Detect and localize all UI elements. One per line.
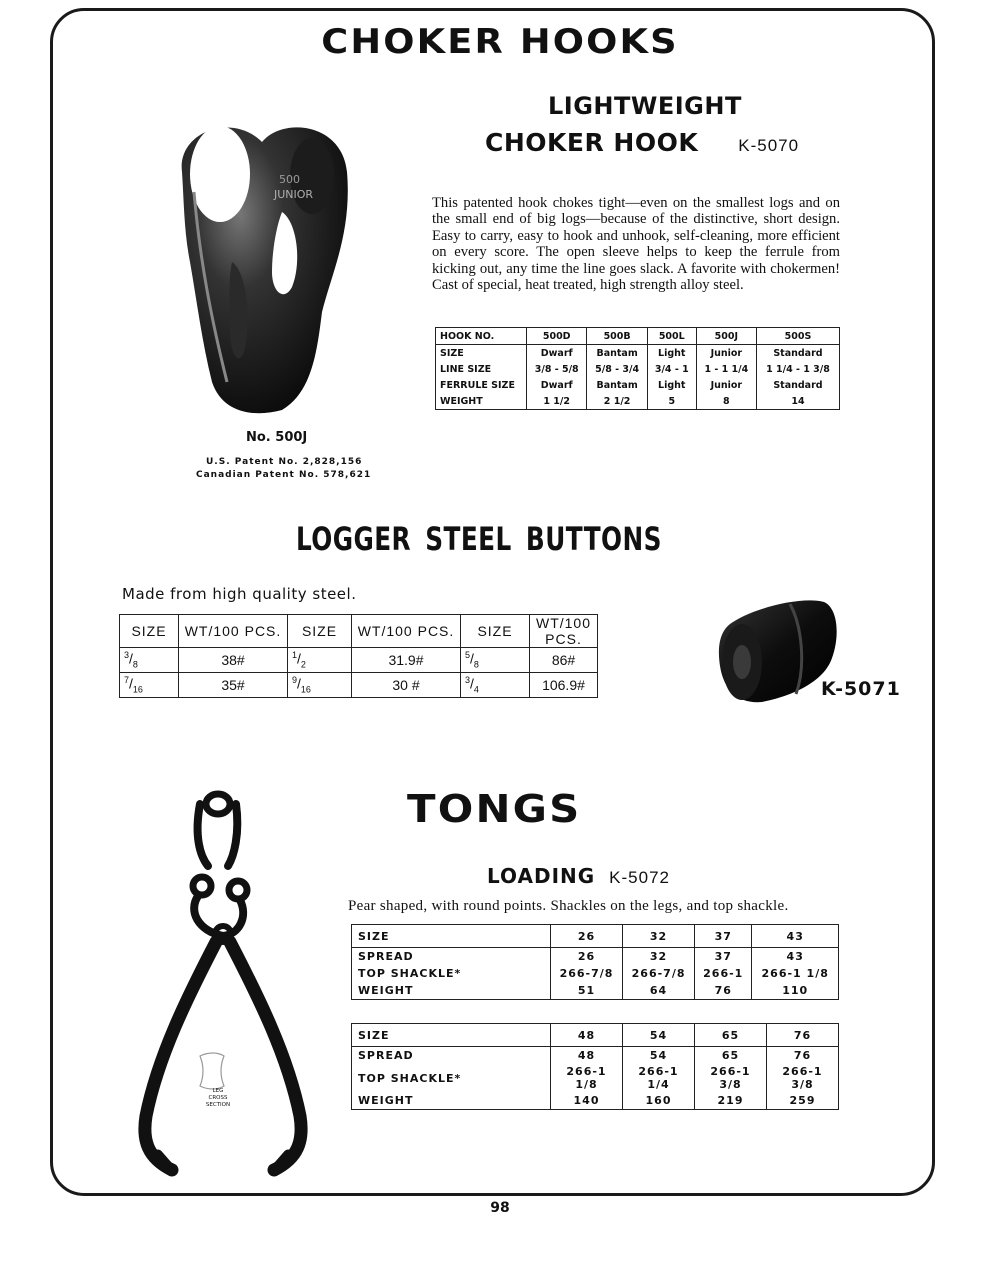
table-cell: 76 (767, 1047, 839, 1065)
tongs-table-b (351, 1023, 839, 1110)
tongs-description: Pear shaped, with round points. Shackles on the legs, and top shackle. (348, 898, 789, 914)
leg-label-line: LEG (212, 1088, 224, 1094)
table-cell: Standard (756, 377, 839, 393)
table-cell: 76 (767, 1024, 839, 1047)
section-title-logger-steel-buttons: LOGGER STEEL BUTTONS (296, 520, 662, 558)
table-cell: SPREAD (352, 948, 551, 966)
table-cell: TOP SHACKLE* (352, 965, 551, 982)
table-cell: 37 (695, 948, 752, 966)
table-cell: TOP SHACKLE* (352, 1064, 551, 1092)
table-cell: 160 (623, 1092, 695, 1110)
choker-code: K-5070 (738, 136, 800, 155)
table-cell: 3/4 - 1 (647, 361, 696, 377)
table-row (436, 328, 840, 345)
table-cell: 266-1 3/8 (767, 1064, 839, 1092)
table-cell: SIZE (461, 615, 530, 648)
tongs-code: K-5072 (609, 868, 670, 887)
table-cell: FERRULE SIZE (436, 377, 527, 393)
table-cell: 8 (696, 393, 756, 410)
table-cell: 65 (695, 1024, 767, 1047)
table-cell: 76 (695, 982, 752, 1000)
tongs-table-a (351, 924, 839, 1000)
table-row (120, 648, 598, 673)
table-cell: 26 (551, 948, 623, 966)
table-cell: Junior (696, 377, 756, 393)
table-cell-fraction: $^1/_2$ (288, 648, 352, 673)
table-cell: Dwarf (527, 345, 587, 362)
table-cell: 48 (551, 1024, 623, 1047)
table-cell: SIZE (352, 1024, 551, 1047)
table-cell: 219 (695, 1092, 767, 1110)
tongs-leg-label (203, 1088, 233, 1109)
table-row (120, 673, 598, 698)
table-cell: 2 1/2 (587, 393, 647, 410)
table-cell: SIZE (120, 615, 179, 648)
table-cell: 43 (752, 948, 839, 966)
table-cell: 31.9# (352, 648, 461, 673)
table-cell: LINE SIZE (436, 361, 527, 377)
table-cell: 500S (756, 328, 839, 345)
table-row (352, 1024, 839, 1047)
buttons-code: K-5071 (821, 678, 901, 700)
table-cell: 500L (647, 328, 696, 345)
table-cell: 37 (695, 925, 752, 948)
table-cell: 500D (527, 328, 587, 345)
table-cell: Light (647, 345, 696, 362)
choker-hook-image (172, 112, 362, 422)
table-cell: 43 (752, 925, 839, 948)
table-cell: 106.9# (530, 673, 598, 698)
choker-subtitle-lightweight: LIGHTWEIGHT (548, 92, 742, 120)
table-cell: 266-7/8 (623, 965, 695, 982)
table-row (436, 377, 840, 393)
table-cell: 5 (647, 393, 696, 410)
table-cell: 5/8 - 3/4 (587, 361, 647, 377)
table-row (352, 1047, 839, 1065)
table-cell-fraction: $^3/_8$ (120, 648, 179, 673)
table-row (352, 1064, 839, 1092)
table-cell-fraction: $^5/_8$ (461, 648, 530, 673)
table-cell: WEIGHT (352, 982, 551, 1000)
table-cell: SIZE (288, 615, 352, 648)
table-cell: 259 (767, 1092, 839, 1110)
table-cell: 64 (623, 982, 695, 1000)
choker-image-text-500: 500 (279, 173, 300, 186)
choker-subtitle-text: CHOKER HOOK (485, 128, 699, 157)
table-cell: 266-7/8 (551, 965, 623, 982)
table-cell: 35# (179, 673, 288, 698)
table-cell: SIZE (436, 345, 527, 362)
table-cell: WEIGHT (436, 393, 527, 410)
table-cell: Dwarf (527, 377, 587, 393)
table-row (352, 982, 839, 1000)
table-cell: WT/100 PCS. (352, 615, 461, 648)
leg-label-line: CROSS (208, 1095, 228, 1101)
table-cell: Standard (756, 345, 839, 362)
choker-description: This patented hook chokes tight—even on the smallest logs and on the small end of big logs—because of the distinctive, short design. Easy to carry, easy to hook and unhook, self-cleaning, more efficient on every score. The open sleeve helps to keep the ferrule from kicking out, any time the line goes slack. A favorite with chokermen! Cast of special, heat treated, high strength alloy steel. (432, 195, 840, 294)
table-cell: 65 (695, 1047, 767, 1065)
table-cell: HOOK NO. (436, 328, 527, 345)
table-cell: SPREAD (352, 1047, 551, 1065)
table-row (352, 1092, 839, 1110)
choker-patent-ca: Canadian Patent No. 578,621 (196, 470, 372, 480)
choker-subtitle-hook (485, 128, 799, 157)
table-cell: SIZE (352, 925, 551, 948)
buttons-table (119, 614, 598, 698)
table-cell: WEIGHT (352, 1092, 551, 1110)
page-number: 98 (490, 1200, 510, 1216)
table-cell: 3/8 - 5/8 (527, 361, 587, 377)
table-row (352, 948, 839, 966)
section-title-choker-hooks: CHOKER HOOKS (321, 22, 679, 62)
table-cell: 1 - 1 1/4 (696, 361, 756, 377)
table-cell: WT/100 PCS. (530, 615, 598, 648)
table-cell: 54 (623, 1024, 695, 1047)
table-cell: 266-1 (695, 965, 752, 982)
table-row (436, 361, 840, 377)
tongs-subtitle-text: LOADING (487, 864, 596, 888)
table-cell: 500J (696, 328, 756, 345)
table-cell: 86# (530, 648, 598, 673)
table-cell: 110 (752, 982, 839, 1000)
tongs-subtitle (487, 864, 670, 888)
choker-image-text-junior: JUNIOR (274, 188, 314, 201)
table-cell: 26 (551, 925, 623, 948)
table-cell: WT/100 PCS. (179, 615, 288, 648)
table-row (436, 393, 840, 410)
choker-patent-us: U.S. Patent No. 2,828,156 (206, 457, 363, 467)
table-cell-fraction: $^7/_{16}$ (120, 673, 179, 698)
table-cell: 140 (551, 1092, 623, 1110)
table-cell: Junior (696, 345, 756, 362)
table-cell-fraction: $^3/_4$ (461, 673, 530, 698)
tongs-image (128, 786, 328, 1186)
table-cell: 1 1/4 - 1 3/8 (756, 361, 839, 377)
choker-caption: No. 500J (246, 430, 308, 445)
table-cell: Bantam (587, 377, 647, 393)
table-cell: 30 # (352, 673, 461, 698)
table-cell-fraction: $^9/_{16}$ (288, 673, 352, 698)
table-cell: 38# (179, 648, 288, 673)
table-cell: 48 (551, 1047, 623, 1065)
leg-label-line: SECTION (205, 1102, 231, 1108)
table-cell: 54 (623, 1047, 695, 1065)
table-row (352, 925, 839, 948)
table-cell: 266-1 1/4 (623, 1064, 695, 1092)
table-row (120, 615, 598, 648)
table-cell: 32 (623, 948, 695, 966)
buttons-made-text: Made from high quality steel. (122, 585, 357, 603)
section-title-tongs: TONGS (407, 787, 582, 831)
table-row (352, 965, 839, 982)
table-cell: 1 1/2 (527, 393, 587, 410)
table-cell: 51 (551, 982, 623, 1000)
table-cell: Bantam (587, 345, 647, 362)
table-cell: Light (647, 377, 696, 393)
table-cell: 14 (756, 393, 839, 410)
table-cell: 266-1 3/8 (695, 1064, 767, 1092)
table-cell: 500B (587, 328, 647, 345)
choker-hook-table (435, 327, 840, 410)
table-cell: 266-1 1/8 (752, 965, 839, 982)
table-cell: 266-1 1/8 (551, 1064, 623, 1092)
table-row (436, 345, 840, 362)
table-cell: 32 (623, 925, 695, 948)
